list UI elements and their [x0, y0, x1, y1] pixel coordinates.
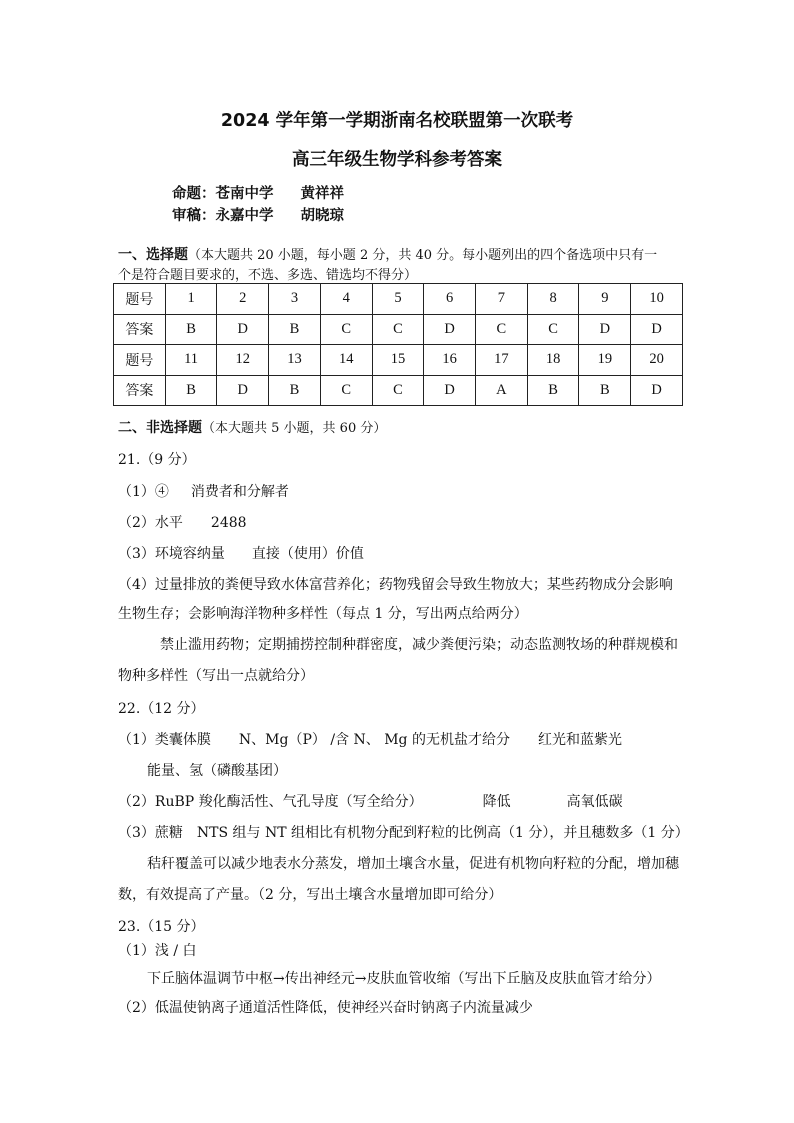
question-number: 14	[320, 345, 372, 376]
q22-2-part-a: （2）RuBP 羧化酶活性、气孔导度（写全给分）	[118, 794, 423, 810]
q22-answer-3-line-3: 数，有效提高了产量。（2 分，写出土壤含水量增加即可给分）	[118, 887, 503, 903]
q21-heading: 21.（9 分）	[118, 452, 196, 468]
answer-cell: B	[269, 314, 321, 345]
answer-cell: C	[527, 314, 579, 345]
q22-heading: 22.（12 分）	[118, 701, 205, 717]
q21-answer-4-line-4: 物种多样性（写出一点就给分）	[118, 668, 314, 684]
row-label-question: 题号	[114, 345, 166, 376]
q22-answer-2	[118, 791, 623, 811]
q23-answer-1: （1）浅 / 白	[118, 943, 197, 959]
section-1-note: （本大题共 20 小题，每小题 2 分，共 40 分。每小题列出的四个备选项中只有一	[188, 248, 658, 263]
question-number: 6	[424, 284, 476, 315]
section-2-note: （本大题共 5 小题，共 60 分）	[202, 421, 387, 436]
q21-answer-3	[118, 543, 364, 563]
answer-cell: B	[579, 375, 631, 406]
document-subtitle: 高三年级生物学科参考答案	[292, 150, 502, 170]
q21-2-part-b: 2488	[210, 515, 247, 531]
reviewer-label: 审稿：	[172, 208, 216, 224]
question-number: 15	[372, 345, 424, 376]
question-number: 10	[631, 284, 683, 315]
answer-cell: D	[579, 314, 631, 345]
question-number: 8	[527, 284, 579, 315]
q22-answer-3-line-2: 秸秆覆盖可以减少地表水分蒸发，增加土壤含水量，促进有机物向籽粒的分配，增加穗	[147, 856, 679, 872]
author-line-2	[172, 204, 344, 225]
answer-cell: D	[424, 314, 476, 345]
question-number: 2	[217, 284, 269, 315]
question-number: 1	[165, 284, 217, 315]
q22-answer-3-line-1: （3）蔗糖 NTS 组与 NT 组相比有机物分配到籽粒的比例高（1 分），并且穗数多（1 分）	[118, 825, 689, 841]
answer-cell: D	[631, 375, 683, 406]
answer-cell: A	[476, 375, 528, 406]
question-number: 12	[217, 345, 269, 376]
question-number: 18	[527, 345, 579, 376]
section-2-heading: 二、非选择题	[118, 420, 202, 436]
q21-3-part-a: （3）环境容纳量	[118, 546, 225, 562]
question-number: 11	[165, 345, 217, 376]
question-number: 13	[269, 345, 321, 376]
question-number: 4	[320, 284, 372, 315]
q22-1-part-a: （1）类囊体膜	[118, 732, 211, 748]
q21-answer-2	[118, 512, 247, 532]
answer-cell: C	[372, 314, 424, 345]
q21-answer-1	[118, 481, 289, 501]
question-number: 20	[631, 345, 683, 376]
answer-cell: D	[631, 314, 683, 345]
answer-cell: C	[320, 314, 372, 345]
q22-answer-1-line-2: 能量、氢（磷酸基团）	[147, 763, 287, 779]
reviewer-school: 永嘉中学	[215, 208, 274, 224]
answer-cell: C	[372, 375, 424, 406]
reviewer-name: 胡晓琼	[300, 208, 344, 224]
author-line-1	[172, 182, 344, 203]
answer-cell: D	[424, 375, 476, 406]
author-label: 命题：	[172, 186, 216, 202]
q21-1-part-b: 消费者和分解者	[190, 484, 289, 500]
row-label-question: 题号	[114, 284, 166, 315]
table-row-answer-1-10	[114, 314, 683, 345]
section-1-note-continued: 个是符合题目要求的，不选、多选、错选均不得分）	[118, 268, 418, 283]
q21-2-part-a: （2）水平	[118, 515, 183, 531]
q21-3-part-b: 直接（使用）价值	[251, 546, 364, 562]
answer-cell: C	[476, 314, 528, 345]
section-1-heading-line	[118, 244, 657, 264]
section-2-heading-line	[118, 417, 386, 437]
row-label-answer: 答案	[114, 314, 166, 345]
q22-answer-1	[118, 729, 622, 749]
q21-answer-4-line-1: （4）过量排放的粪便导致水体富营养化；药物残留会导致生物放大；某些药物成分会影响	[118, 577, 673, 593]
q23-answer-1-line-2: 下丘脑体温调节中枢→传出神经元→皮肤血管收缩（写出下丘脑及皮肤血管才给分）	[147, 971, 661, 987]
q22-1-part-b: N、Mg（P） /含 N、 Mg 的无机盐才给分	[238, 732, 510, 748]
question-number: 5	[372, 284, 424, 315]
answer-cell: C	[320, 375, 372, 406]
question-number: 3	[269, 284, 321, 315]
author-name: 黄祥祥	[300, 186, 344, 202]
question-number: 7	[476, 284, 528, 315]
q22-1-part-c: 红光和蓝紫光	[537, 732, 622, 748]
question-number: 17	[476, 345, 528, 376]
answer-cell: B	[269, 375, 321, 406]
question-number: 9	[579, 284, 631, 315]
table-row-answer-11-20	[114, 375, 683, 406]
answer-cell: B	[165, 314, 217, 345]
answer-table	[113, 283, 683, 406]
answer-cell: B	[165, 375, 217, 406]
q21-answer-4-line-3: 禁止滥用药物；定期捕捞控制种群密度，减少粪便污染；动态监测牧场的种群规模和	[160, 637, 678, 653]
table-row-question-11-20	[114, 345, 683, 376]
q23-heading: 23.（15 分）	[118, 919, 205, 935]
q21-1-part-a: （1）④	[118, 484, 169, 500]
question-number: 19	[579, 345, 631, 376]
section-1-heading: 一、选择题	[118, 247, 188, 263]
document-title: 2024 学年第一学期浙南名校联盟第一次联考	[220, 111, 574, 131]
answer-cell: D	[217, 375, 269, 406]
answer-cell: D	[217, 314, 269, 345]
q22-2-part-c: 高氧低碳	[566, 794, 623, 810]
q21-answer-4-line-2: 生物生存；会影响海洋物种多样性（每点 1 分，写出两点给两分）	[118, 606, 528, 622]
row-label-answer: 答案	[114, 375, 166, 406]
question-number: 16	[424, 345, 476, 376]
answer-cell: B	[527, 375, 579, 406]
author-school: 苍南中学	[215, 186, 274, 202]
table-row-question-1-10	[114, 284, 683, 315]
q23-answer-2: （2）低温使钠离子通道活性降低，使神经兴奋时钠离子内流量减少	[118, 1000, 533, 1016]
q22-2-part-b: 降低	[482, 794, 511, 810]
